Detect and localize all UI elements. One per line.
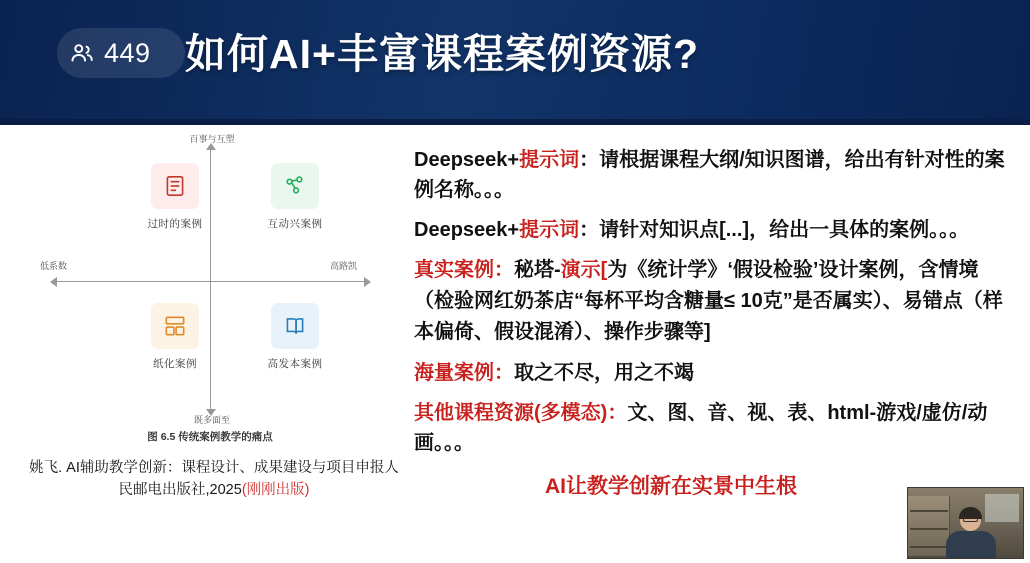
quadrant-item <box>120 163 230 231</box>
presenter-video-thumbnail[interactable] <box>907 487 1024 559</box>
block4-seg-2: 取之不尽，用之不竭 <box>514 362 694 384</box>
block3-seg-5: 情境 <box>938 259 979 281</box>
figure-column <box>14 134 406 557</box>
block3-seg-7: 易错点 <box>902 290 963 312</box>
block3-seg-10: ] <box>704 321 711 343</box>
block5-seg-1: 其他课程资源(多模态)： <box>414 402 628 424</box>
document-icon <box>151 163 199 209</box>
video-person-body <box>946 531 996 559</box>
quadrant-label: 互动兴案例 <box>267 218 323 230</box>
video-window <box>985 494 1019 522</box>
axis-label-bottom: 既多面至 <box>193 415 230 425</box>
header-divider <box>0 119 1030 125</box>
citation-highlight: (刚刚出版) <box>241 482 310 498</box>
block3-seg-2: 秘塔- <box>514 259 561 281</box>
page-title: 如何AI+丰富课程案例资源? <box>185 31 699 77</box>
quadrant-chart <box>32 134 388 426</box>
block2-seg-2: 提示词 <box>519 219 580 241</box>
citation-text <box>22 457 406 501</box>
axis-arrow-right-icon <box>364 277 371 287</box>
quadrant-item <box>240 303 350 371</box>
content-block-3 <box>414 255 1018 348</box>
axis-arrow-left-icon <box>50 277 57 287</box>
book-icon <box>271 303 319 349</box>
block3-seg-4: 为《统计学》‘假设检验’设计案例，含 <box>607 259 939 281</box>
slide-body <box>0 131 1030 563</box>
block2-seg-1: Deepseek+ <box>414 219 520 241</box>
content-block-4 <box>414 358 1018 388</box>
block3-seg-8: （样本偏倚、假设混淆）、 <box>414 290 1003 343</box>
block3-seg-6: （检验网红奶茶店“每杯平均含糖量≤ 10克”是否属实）、 <box>414 290 903 312</box>
figure-caption: 图 6.5 传统案例教学的痛点 <box>147 431 273 443</box>
content-block-5 <box>414 398 1018 458</box>
quadrant-item <box>120 303 230 371</box>
people-icon <box>69 40 95 66</box>
video-bookshelf <box>908 496 950 556</box>
viewer-count-value: 449 <box>104 37 151 68</box>
block3-seg-3: 演示[ <box>560 259 608 281</box>
quadrant-label: 过时的案例 <box>147 218 203 230</box>
content-column <box>414 145 1018 500</box>
content-block-1 <box>414 145 1018 205</box>
horizontal-axis <box>56 281 366 282</box>
slide-header <box>0 0 1030 125</box>
axis-label-right: 高路凯 <box>330 261 358 271</box>
quadrant-label: 高发本案例 <box>267 358 323 370</box>
quadrant-label: 纸化案例 <box>153 358 197 370</box>
network-icon <box>271 163 319 209</box>
viewer-count-badge <box>57 28 185 78</box>
block4-seg-1: 海量案例： <box>414 362 514 384</box>
citation-main: 姚飞. AI辅助教学创新：课程设计、成果建设与项目申报人民邮电出版社,2025 <box>29 460 399 498</box>
tagline-text: AI让教学创新在实景中生根 <box>545 475 797 498</box>
axis-label-top: 百事与互塑 <box>189 134 235 144</box>
block1-seg-2: 提示词 <box>519 149 580 171</box>
layers-icon <box>151 303 199 349</box>
quadrant-item <box>240 163 350 231</box>
block5-seg-2: 文、图、音、视、表、html-游戏/虚仿/动画。。。 <box>414 402 988 454</box>
block3-seg-9: 操作步骤等 <box>604 321 704 343</box>
content-block-2 <box>414 215 1018 245</box>
block3-seg-1: 真实案例： <box>414 259 514 281</box>
block2-seg-3: ：请针对知识点[...]，给出一具体的案例。。。 <box>579 219 970 241</box>
block1-seg-3: ：请根据课程大纲/知识图谱，给出有针对性的案例名称。。。 <box>414 149 1005 201</box>
axis-label-left: 低系数 <box>40 261 68 271</box>
video-person-glasses <box>963 517 978 522</box>
block1-seg-1: Deepseek+ <box>414 149 520 171</box>
